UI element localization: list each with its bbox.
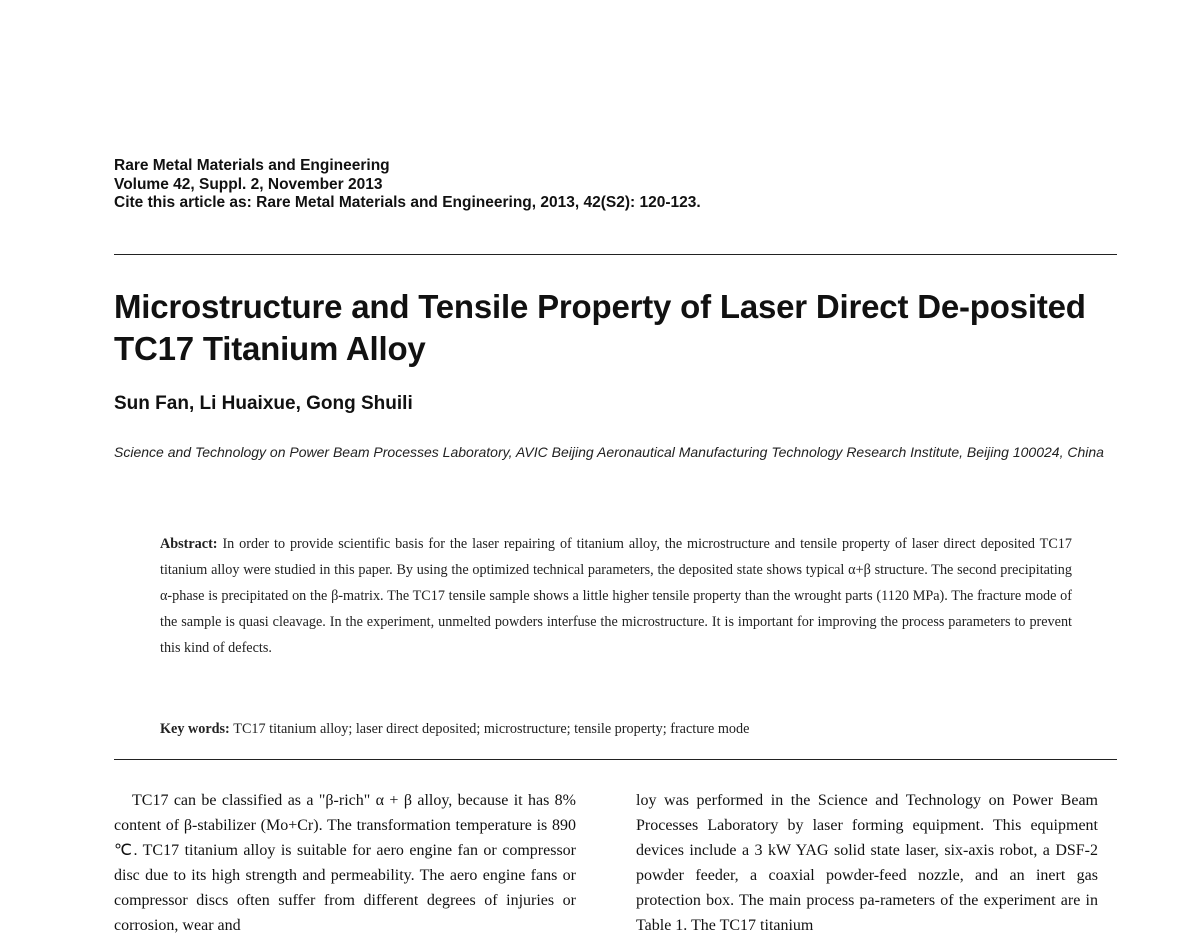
keywords-label: Key words: [160,721,234,737]
top-divider [114,254,1117,255]
authors: Sun Fan, Li Huaixue, Gong Shuili [114,393,413,414]
abstract-label: Abstract: [160,536,223,552]
journal-header [114,157,1114,213]
keywords [160,716,1072,742]
body-column-left: TC17 can be classified as a "β-rich" α + β alloy, because it has 8% content of β-stabilizer (Mo+Cr). The transformation temperature is 890 ℃. TC17 titanium alloy is suitable for aero engine fan or compressor disc due to its high strength and permeability. The aero engine fans or compressor discs often suffer from different degrees of injuries or corrosion, wear and [114,792,576,934]
abstract [160,531,1072,661]
abstract-text: In order to provide scientific basis for the laser repairing of titanium alloy, the microstructure and tensile property of laser direct deposited TC17 titanium alloy were studied in this paper. By using the optimized technical parameters, the deposited state shows typical α+β structure. The second precipitating α-phase is precipitated on the β-matrix. The TC17 tensile sample shows a little higher tensile property than the wrought parts (1120 MPa). The fracture mode of the sample is quasi cleavage. In the experiment, unmelted powders interfuse the microstructure. It is important for improving the process parameters to prevent this kind of defects. [160,536,1072,656]
paper-title: Microstructure and Tensile Property of Laser Direct De-posited TC17 Titanium Alloy [114,288,1086,367]
citation-line: Cite this article as: Rare Metal Materials and Engineering, 2013, 42(S2): 120-123. [114,194,701,211]
journal-name: Rare Metal Materials and Engineering [114,157,390,174]
body-column-right: loy was performed in the Science and Technology on Power Beam Processes Laboratory by laser forming equipment. This equipment devices include a 3 kW YAG solid state laser, six-axis robot, a DSF-2 powder feeder, a coaxial powder-feed nozzle, and an inert gas protection box. The main process pa-rameters of the experiment are in Table 1. The TC17 titanium [636,792,1098,934]
keywords-text: TC17 titanium alloy; laser direct deposited; microstructure; tensile property; fracture mode [233,721,750,737]
journal-volume: Volume 42, Suppl. 2, November 2013 [114,175,383,193]
affiliation: Science and Technology on Power Beam Processes Laboratory, AVIC Beijing Aeronautical Manufacturing Technology Research Institute, Beijing 100024, China [114,444,1104,460]
body-divider [114,759,1117,760]
